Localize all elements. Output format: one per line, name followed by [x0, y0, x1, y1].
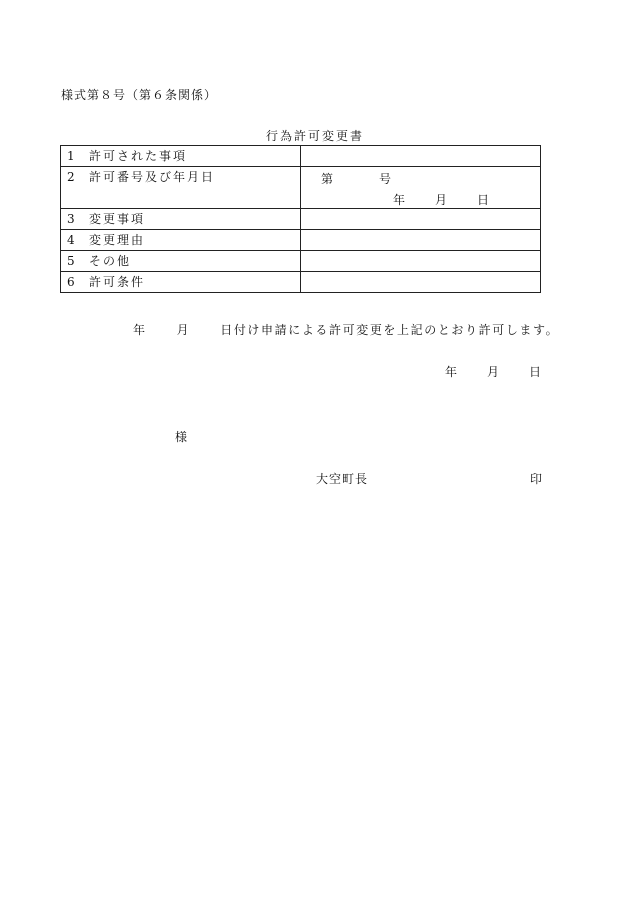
- row-label-cell: [61, 167, 301, 209]
- issue-date: [445, 363, 541, 380]
- issuer-name: 大空町長: [316, 472, 369, 486]
- statement-text: 日付け申請による許可変更を上記のとおり許可します。: [220, 323, 560, 337]
- details-table: [60, 145, 541, 293]
- row-value-cell: [301, 209, 541, 230]
- statement-month: 月: [176, 323, 191, 337]
- row-label-cell: [61, 272, 301, 293]
- table-row: [61, 272, 541, 293]
- issue-date-day: 日: [529, 365, 542, 379]
- permit-date-month: 月: [435, 193, 448, 207]
- row-value-cell: [301, 230, 541, 251]
- seal-mark: 印: [530, 472, 543, 486]
- permit-date: [393, 190, 489, 210]
- form-number: 様式第８号（第６条関係）: [61, 88, 218, 102]
- issue-date-year: 年: [445, 365, 458, 379]
- row-number: 5: [67, 254, 75, 268]
- row-value-cell: [301, 272, 541, 293]
- row-number: 3: [67, 212, 75, 226]
- permit-number-prefix: 第: [321, 172, 334, 186]
- row-label: 許可された事項: [89, 149, 188, 163]
- row-label-cell: [61, 209, 301, 230]
- permit-number-suffix: 号: [379, 172, 392, 186]
- row-label: その他: [89, 254, 132, 268]
- row-number: 6: [67, 275, 75, 289]
- row-label: 変更事項: [89, 212, 146, 226]
- approval-statement: [133, 321, 559, 338]
- row-number: 4: [67, 233, 75, 247]
- row-label-cell: [61, 146, 301, 167]
- row-number: 1: [67, 149, 75, 163]
- addressee-honorific: 様: [175, 430, 188, 444]
- permit-date-year: 年: [393, 193, 406, 207]
- row-label-cell: [61, 251, 301, 272]
- row-label: 変更理由: [89, 233, 146, 247]
- table-row: [61, 251, 541, 272]
- row-value-cell: [301, 251, 541, 272]
- row-label: 許可条件: [89, 275, 146, 289]
- permit-number-cell: [301, 167, 541, 209]
- table-row: [61, 146, 541, 167]
- row-label-cell: [61, 230, 301, 251]
- permit-date-day: 日: [477, 193, 490, 207]
- row-number: 2: [67, 170, 75, 184]
- table-row: [61, 230, 541, 251]
- table-row: [61, 167, 541, 209]
- row-value-cell: [301, 146, 541, 167]
- statement-year: 年: [133, 323, 147, 337]
- document-title: 行為許可変更書: [265, 129, 364, 143]
- row-label: 許可番号及び年月日: [89, 170, 216, 184]
- permit-number: [321, 169, 391, 189]
- issue-date-month: 月: [487, 365, 500, 379]
- table-row: [61, 209, 541, 230]
